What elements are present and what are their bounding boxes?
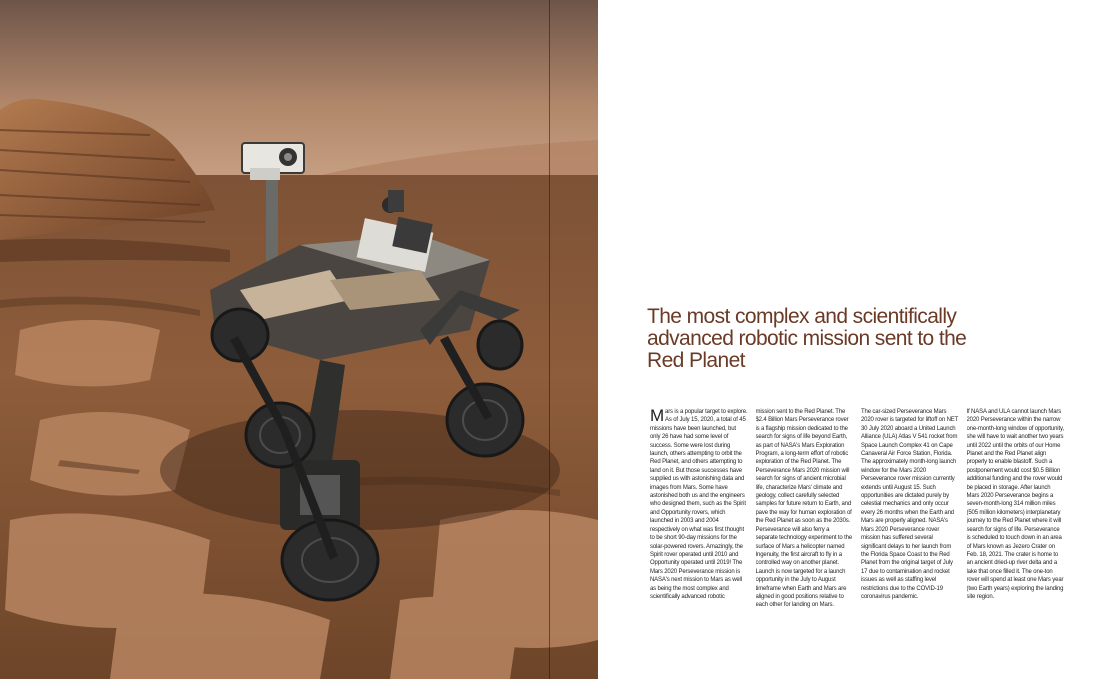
- article-body: [650, 408, 1064, 630]
- article-column-3: The car-sized Perseverance Mars 2020 rover is targeted for liftoff on NET 30 July 2020 aboard a United Launch Alliance (ULA) Atlas V 541 rocket from Space Launch Complex 41 on Cape Canaveral Air Force Station, Florida. The approximately month-long launch window for the Mars 2020 Perseverance rover mission currently extends until August 15. Such opportunities are dictated purely by celestial mechanics and only occur every 26 months when the Earth and Mars are properly aligned. NASA's Mars 2020 Perseverance rover mission has suffered several significant delays to her launch from the Florida Space Coast to the Red Planet from the original target of July 17 due to contamination and rocket issues as well as staffing level restrictions due to the COVID-19 coronavirus pandemic.: [861, 409, 959, 600]
- article-column-4: If NASA and ULA cannot launch Mars 2020 Perseverance within the narrow one-month-long window of opportunity, she will have to wait another two years until 2022 until the orbits of our Home Planet and the Red Planet align properly to enable blastoff. Such a postponement would cost $0.5 Billion additional funding and the rover would be placed in storage. After launch Mars 2020 Perseverance begins a seven-month-long 314 million miles (505 million kilometers) interplanetary journey to the Red Planet where it will search for signs of life. Perseverance is scheduled to touch down in an area of Mars known as Jezero Crater on Feb. 18, 2021. The crater is home to an ancient dried-up river delta and a lake that once filled it. The one-ton rover will spend at least one Mars year (two Earth years) exploring the landing site region.: [966, 409, 1064, 600]
- article-page: [598, 0, 1100, 679]
- article-column-2: mission sent to the Red Planet. The $2.4 Billion Mars Perseverance rover is a flagship mission dedicated to the search for signs of life beyond Earth, as part of NASA's Mars Exploration Program, a long-term effort of robotic exploration of the Red Planet. The Perseverance Mars 2020 mission will search for signs of ancient microbial life, characterize Mars' climate and geology, collect carefully selected samples for future return to Earth, and pave the way for human exploration of the Red Planet as soon as the 2030s. Perseverance will also ferry a separate technology experiment to the surface of Mars a helicopter named Ingenuity, the first aircraft to fly in a controlled way on another planet. Launch is now targeted for a launch opportunity in the July to August timeframe when Earth and Mars are aligned in good positions relative to each other for landing on Mars.: [755, 409, 853, 609]
- article-headline: The most complex and scientifically advanced robotic mission sent to the Red Planet: [647, 305, 967, 372]
- column-text: ars is a popular target to explore. As of July 15, 2020, a total of 45 missions have been launched, but only 26 have had some level of success. Some were lost during launch, others attempting to orbit the Red Planet, and others attempting to land on it. But those successes have supplied us with astonishing data and images from Mars. Some have astonished both us and the engineers who designed them, such as the Spirit and Opportunity rovers, which launched in 2003 and 2004 respectively on what was first thought to be short 90-day missions for the solar-powered rovers. Amazingly, the Spirit rover operated until 2010 and Opportunity operated until 2019! The Mars 2020 Perseverance mission is NASA's next mission to Mars as well as being the most complex and scientifically advanced robotic: [650, 409, 748, 600]
- article-column-1: [650, 408, 748, 630]
- page-gutter: [549, 0, 550, 679]
- drop-cap: M: [650, 408, 665, 425]
